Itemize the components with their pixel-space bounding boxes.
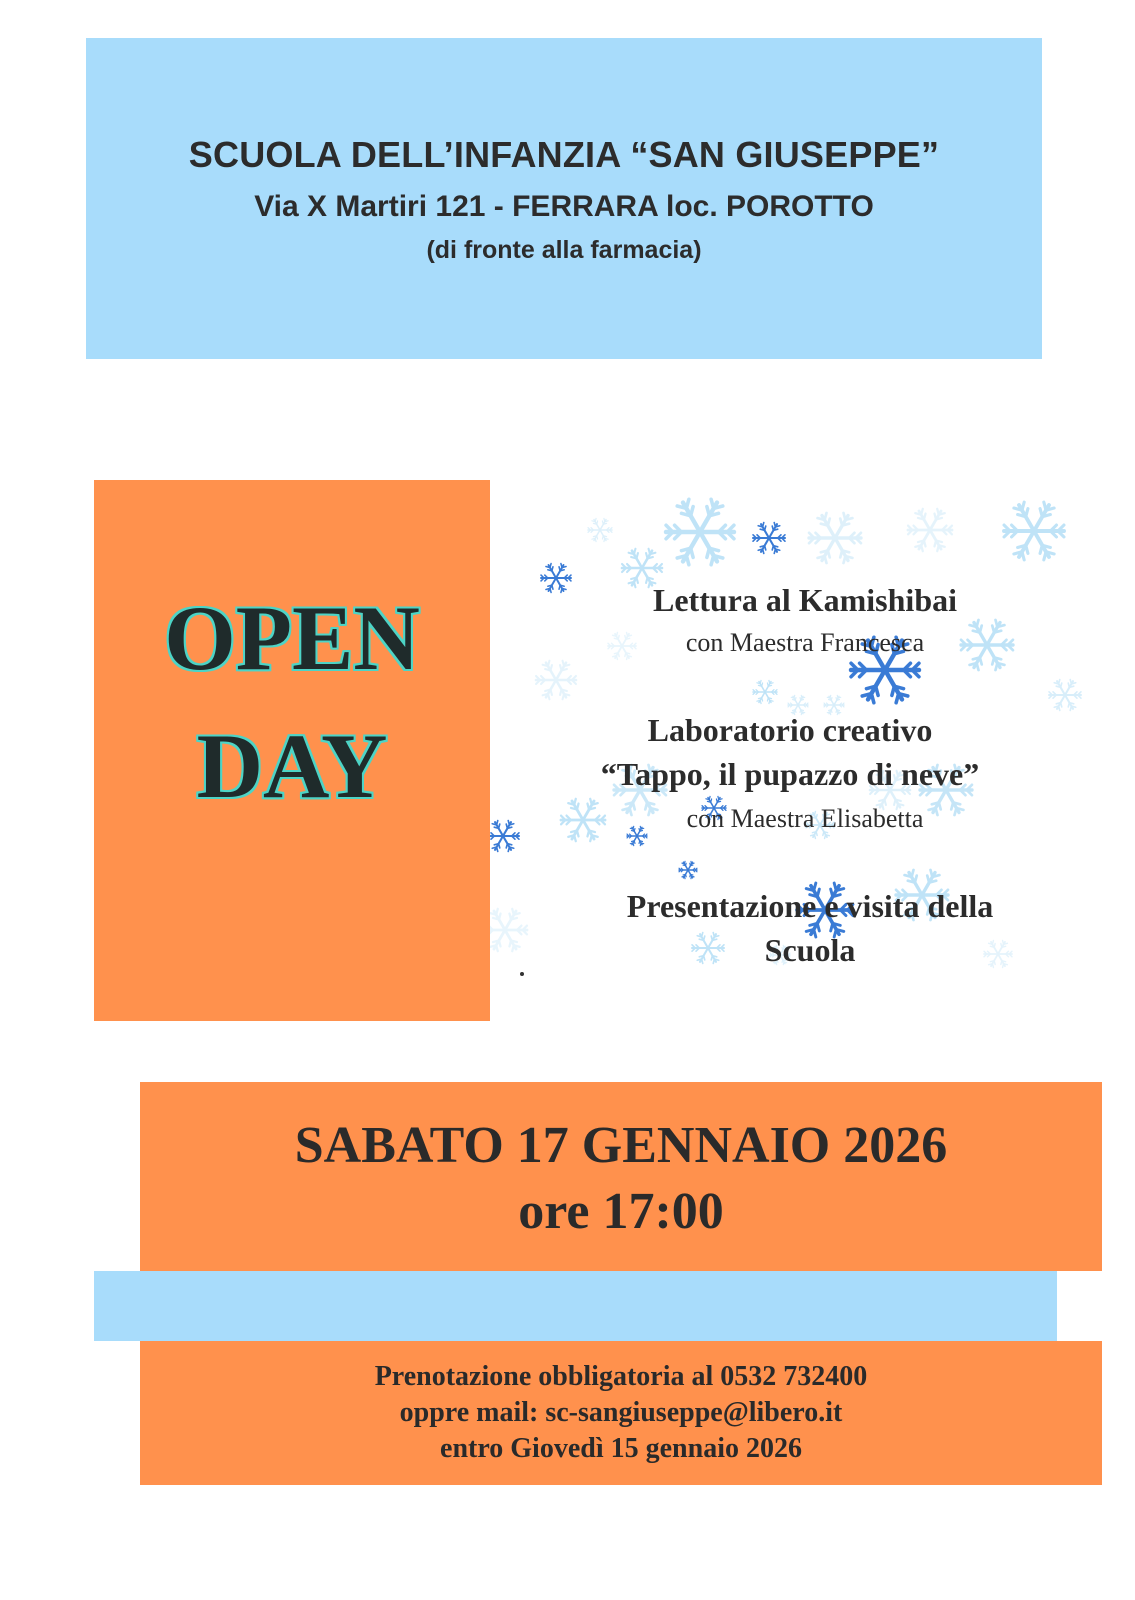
school-location-note: (di fronte alla farmacia): [426, 236, 702, 264]
snowflake-icon: [666, 499, 734, 565]
activity-3-title-line2: Scuola: [764, 932, 856, 968]
event-time: ore 17:00: [518, 1183, 724, 1240]
school-name: SCUOLA DELL’INFANZIA “SAN GIUSEPPE”: [188, 134, 940, 175]
snowflake-icon: [753, 680, 777, 703]
school-address: Via X Martiri 121 - FERRARA loc. POROTTO: [254, 190, 874, 223]
event-date: SABATO 17 GENNAIO 2026: [294, 1117, 948, 1174]
activity-2-title: Laboratorio creativo: [647, 712, 933, 748]
snowflake-icon: [1004, 502, 1064, 560]
booking-deadline: entro Giovedì 15 gennaio 2026: [440, 1433, 802, 1464]
snowflake-icon: [753, 523, 785, 554]
activity-2-title-line2: “Tappo, il pupazzo di neve”: [600, 756, 980, 792]
booking-email: oppre mail: sc-sangiuseppe@libero.it: [399, 1397, 843, 1428]
snowflake-icon: [679, 861, 697, 878]
snowflake-icon: [809, 513, 861, 563]
snowflake-icon: [490, 909, 527, 951]
snowflake-icon: [588, 518, 612, 541]
snowflake-icon: [536, 661, 576, 700]
header-banner: [86, 38, 1042, 359]
activity-1-subtitle: con Maestra Francesca: [685, 628, 925, 657]
open-day-panel: [94, 480, 490, 1021]
booking-phone: Prenotazione obbligatoria al 0532 732400: [374, 1361, 868, 1392]
divider-strip: [94, 1271, 1057, 1341]
open-day-title-line2: DAY: [196, 715, 388, 817]
activity-2-subtitle: con Maestra Elisabetta: [686, 804, 924, 833]
activity-1-title: Lettura al Kamishibai: [652, 582, 957, 618]
snowflake-icon: [908, 509, 952, 551]
date-banner: [140, 1082, 1102, 1271]
booking-banner: [140, 1341, 1102, 1485]
stray-dot: [520, 972, 524, 976]
snowflake-icon: [490, 821, 519, 852]
snowflake-icon: [1049, 680, 1081, 711]
activity-3-title: Presentazione e visita della: [626, 888, 994, 924]
open-day-title-line1: OPEN: [164, 587, 420, 689]
